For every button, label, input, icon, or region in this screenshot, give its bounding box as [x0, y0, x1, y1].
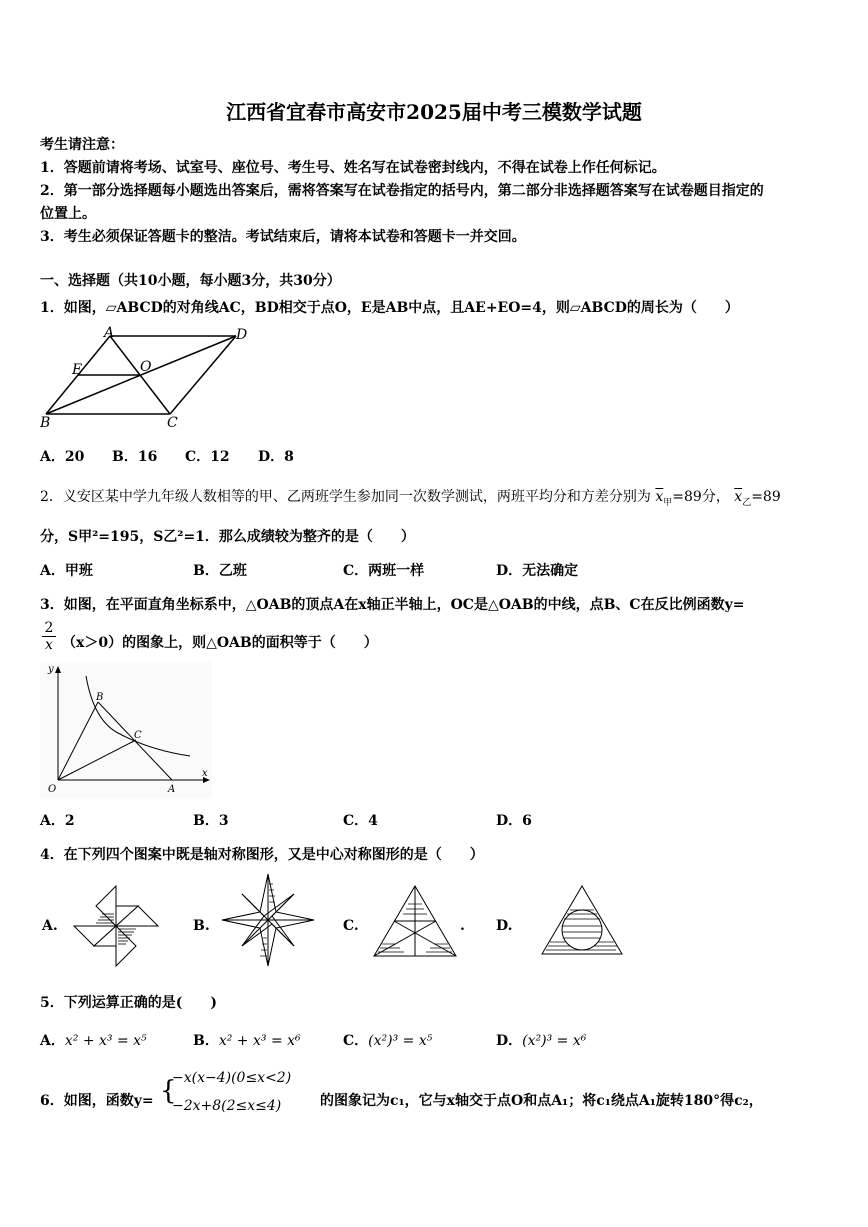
notice-item: 1．答题前请将考场、试室号、座位号、考生号、姓名写在试卷密封线内，不得在试卷上作任何标记。	[40, 160, 666, 176]
q1-option-b: B．16	[112, 449, 158, 465]
triangle-pattern-c	[372, 884, 458, 960]
q2-option-c: C．两班一样	[343, 563, 425, 579]
q5-option-b: B．x² + x³ = x⁶	[193, 1033, 301, 1049]
q5-option-c: C．(x²)³ = x⁵	[343, 1033, 433, 1049]
q3-option-c: C．4	[343, 813, 378, 829]
parallelogram-figure	[40, 324, 252, 430]
q4-label-d: D.	[496, 918, 513, 934]
q3-option-a: A．2	[40, 813, 75, 829]
page-title: 江西省宜春市高安市2025届中考三模数学试题	[226, 100, 642, 124]
piecewise-case-2: −2x+8(2≤x≤4)	[172, 1098, 282, 1114]
pinwheel-pattern	[70, 882, 162, 970]
label-C: C	[167, 415, 178, 430]
label-O: O	[140, 359, 152, 375]
label-B: B	[40, 415, 51, 430]
label-O: O	[48, 784, 57, 795]
question-1-stem: 1．如图，▱ABCD的对角线AC，BD相交于点O，E是AB中点，且AE+EO=4，则▱ABCD的周长为（ ）	[40, 300, 739, 316]
piecewise-case-1: −x(x−4)(0≤x<2)	[172, 1070, 292, 1086]
q1-option-a: A．20	[40, 449, 85, 465]
question-6-stem-cont: 的图象记为c₁，它与x轴交于点O和点A₁；将c₁绕点A₁旋转180°得c₂，	[320, 1093, 763, 1109]
q4-label-c: C.	[343, 918, 359, 934]
brace: {	[160, 1076, 177, 1106]
q2-option-b: B．乙班	[193, 563, 247, 579]
label-D: D	[236, 327, 248, 343]
q5-option-a: A．x² + x³ = x⁵	[40, 1033, 147, 1049]
hyperbola-figure	[40, 662, 212, 798]
label-A: A	[104, 325, 115, 341]
q1-option-d: D．8	[258, 449, 294, 465]
notice-item: 2．第一部分选择题每小题选出答案后，需将答案写在试卷指定的括号内，第二部分非选择题答案写在试卷题目指定的	[40, 183, 764, 199]
question-3-stem: 3．如图，在平面直角坐标系中，△OAB的顶点A在x轴正半轴上，OC是△OAB的中线，点B、C在反比例函数y=	[40, 597, 745, 613]
notice-item: 位置上。	[40, 206, 96, 222]
label-x: x	[202, 768, 208, 779]
question-2-stem-cont: 分，S甲²=195，S乙²=1．那么成绩较为整齐的是（ ）	[40, 529, 415, 545]
q5-option-d: D．(x²)³ = x⁶	[496, 1033, 587, 1049]
label-y: y	[48, 664, 54, 675]
notice-heading: 考生请注意：	[40, 137, 124, 153]
compass-star-pattern	[220, 872, 316, 968]
question-5-stem: 5．下列运算正确的是( )	[40, 995, 217, 1011]
notice-item: 3．考生必须保证答题卡的整洁。考试结束后，请将本试卷和答题卡一并交回。	[40, 229, 526, 245]
q2-option-a: A．甲班	[40, 563, 93, 579]
label-E: E	[72, 362, 83, 378]
q2-option-d: D．无法确定	[496, 563, 579, 579]
triangle-circle-pattern-d	[540, 882, 624, 958]
q4-label-a: A.	[42, 918, 58, 934]
section-heading: 一、选择题（共10小题，每小题3分，共30分）	[40, 273, 341, 289]
label-C: C	[134, 730, 142, 741]
question-4-stem: 4．在下列四个图案中既是轴对称图形，又是中心对称图形的是（ ）	[40, 847, 484, 863]
question-6-stem: 6．如图，函数y=	[40, 1093, 154, 1109]
q1-option-c: C．12	[185, 449, 230, 465]
label-A: A	[168, 784, 176, 795]
q3-option-d: D．6	[496, 813, 532, 829]
q4-dot: .	[460, 918, 465, 934]
question-2-stem: 2．义安区某中学九年级人数相等的甲、乙两班学生参加同一次数学测试，两班平均分和方差分别为 $\overline{x}_甲=89$分， $\overline{x}_乙=89$	[40, 489, 781, 508]
q4-label-b: B.	[193, 918, 210, 934]
q3-option-b: B．3	[193, 813, 229, 829]
label-B: B	[96, 692, 104, 703]
question-3-stem-cont: （x＞0）的图象上，则△OAB的面积等于（ ）	[62, 635, 378, 651]
fraction: 2 x	[42, 620, 56, 653]
